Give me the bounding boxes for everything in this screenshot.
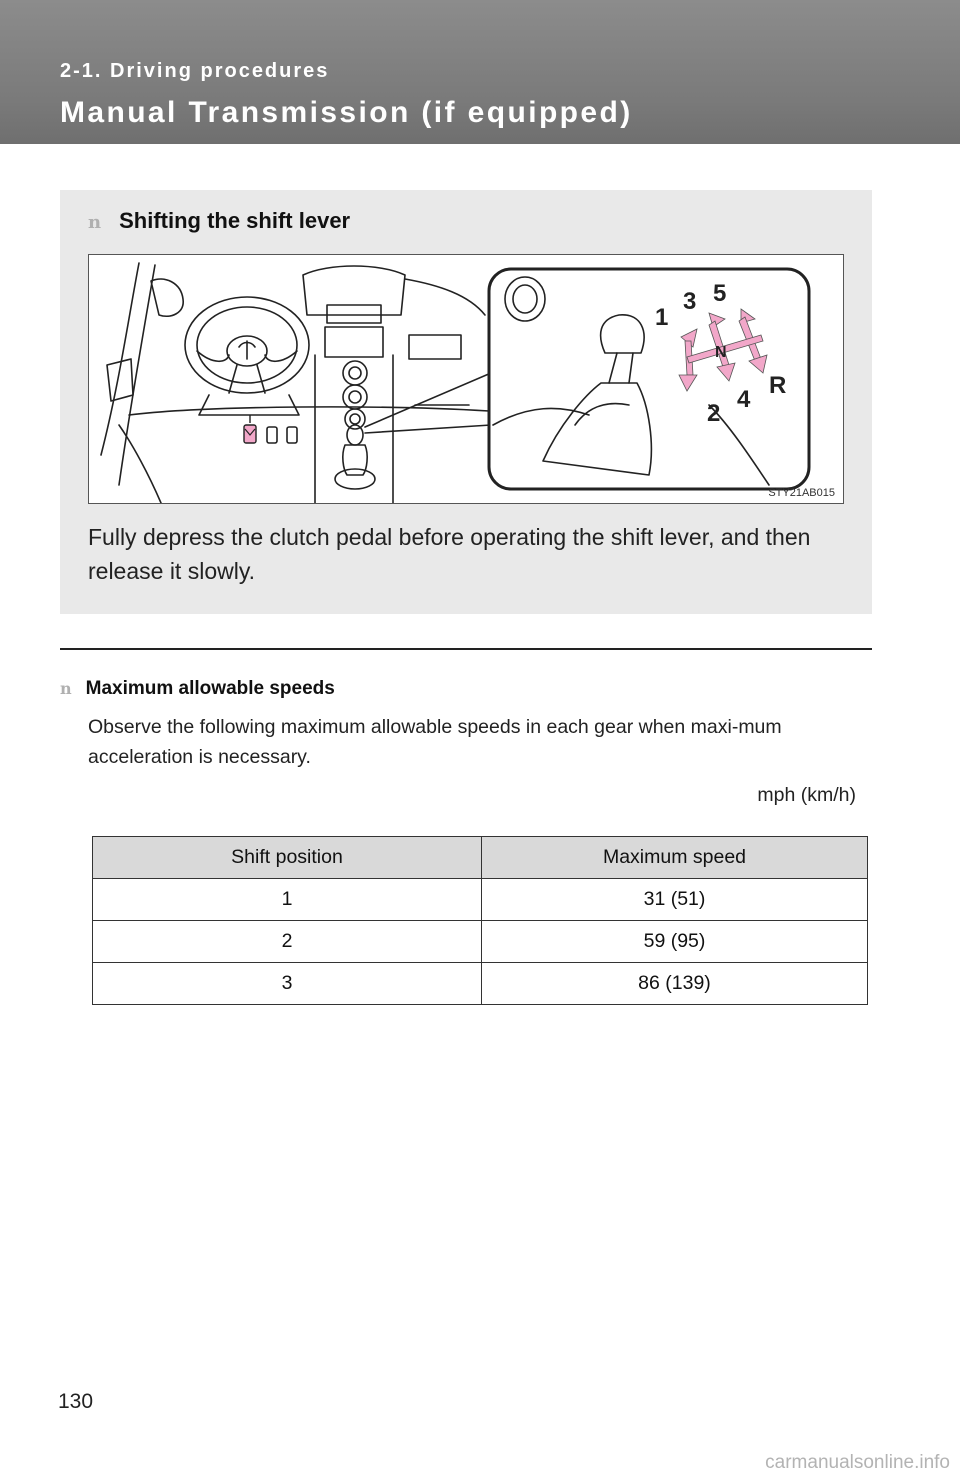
maximum-speed-cell: 86 (139) [482,963,868,1005]
speeds-body-text: Observe the following maximum allowable speeds in each gear when maxi-mum acceleration is necessary. [88,716,782,768]
callout-body-text: Fully depress the clutch pedal before operating the shift lever, and then release it slowly. [88,524,811,584]
gear-label-3: 3 [683,288,697,315]
speeds-heading [60,678,335,700]
clutch-pedal-marker [244,415,256,443]
shift-position-cell: 3 [93,963,482,1005]
gear-label-4: 4 [737,386,751,413]
page-number: 130 [58,1390,94,1413]
table-header-row [93,837,868,879]
section-label: 2-1. Driving procedures [60,60,330,82]
shift-position-cell: 2 [93,921,482,963]
gear-label-1: 1 [655,304,669,331]
shift-lever-figure [88,254,844,504]
page-header [0,0,960,144]
callout-heading-text: Shifting the shift lever [119,208,351,233]
column-header-maximum-speed: Maximum speed [482,837,868,879]
bullet-marker: n [88,212,102,233]
table-row [93,921,868,963]
max-speed-table [92,836,868,1005]
table-row [93,963,868,1005]
shift-lever-callout [60,190,872,614]
gear-label-5: 5 [713,280,727,307]
speeds-heading-text: Maximum allowable speeds [85,678,335,699]
bullet-marker: n [60,679,72,698]
maximum-speed-cell: 31 (51) [482,879,868,921]
gear-label-r: R [769,372,787,399]
column-header-shift-position: Shift position [93,837,482,879]
callout-heading [88,208,350,234]
gear-label-2: 2 [707,400,721,427]
table-row [93,879,868,921]
dashboard-illustration [89,255,844,504]
gear-label-n: N [715,344,727,361]
shift-position-cell: 1 [93,879,482,921]
page-title: Manual Transmission (if equipped) [60,96,633,129]
figure-code: STY21AB015 [768,487,835,499]
speed-unit: mph (km/h) [757,784,856,806]
section-divider [60,648,872,650]
watermark: carmanualsonline.info [765,1452,950,1473]
maximum-speed-cell: 59 (95) [482,921,868,963]
